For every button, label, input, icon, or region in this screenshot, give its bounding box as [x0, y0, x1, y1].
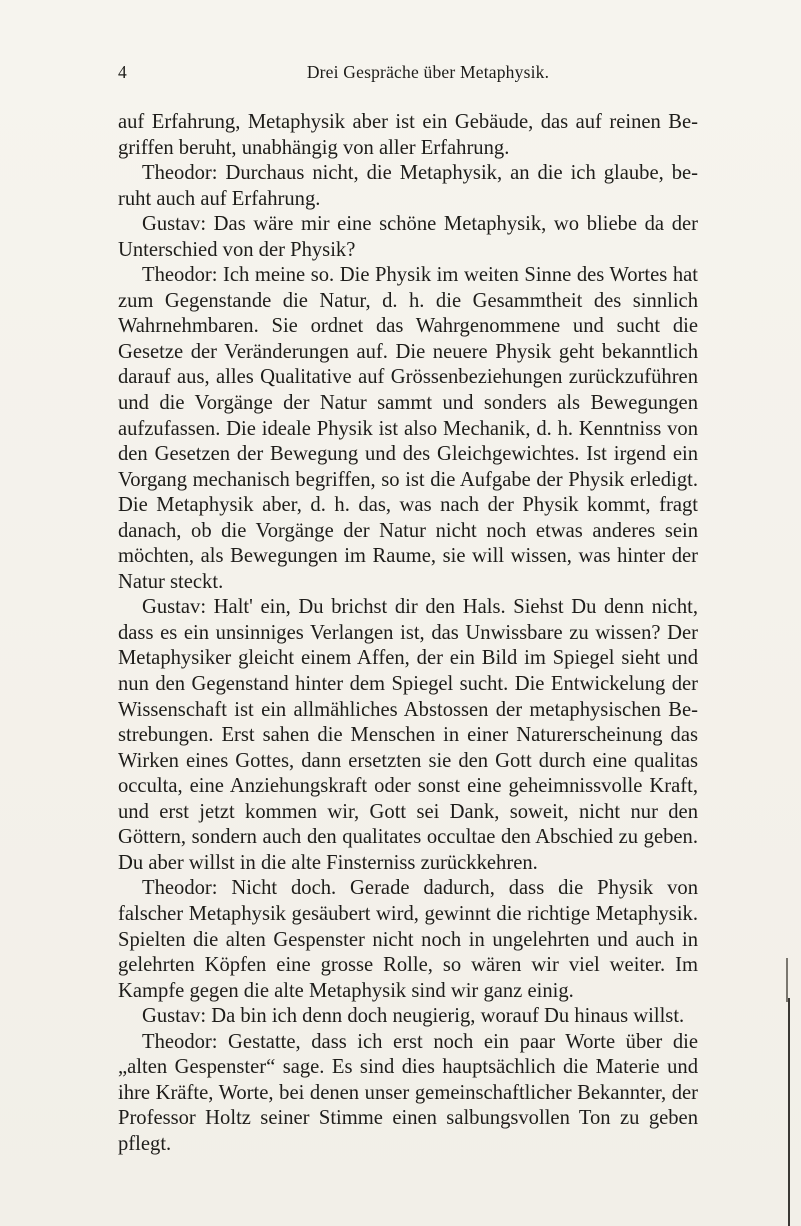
- running-title: Drei Gespräche über Metaphysik.: [306, 62, 550, 82]
- page-edge-mark: [786, 958, 788, 1002]
- body-text: [118, 110, 698, 1157]
- paragraph: auf Erfahrung, Metaphysik aber ist ein Gebäude, das auf reinen Be-griffen beruht, unabhängig von aller Erfahrung.: [118, 111, 698, 159]
- paragraph: Gustav: Halt' ein, Du brichst dir den Hals. Siehst Du denn nicht, dass es ein unsinniges Verlangen ist, das Unwissbare zu wissen? Der Metaphysiker gleicht einem Affen, der ein Bild im Spiegel sieht und nun den Gegenstand hinter dem Spiegel sucht. Die Entwickelung der Wissenschaft ist ein allmähliches Abstossen der metaphysischen Be-strebungen. Erst sahen die Menschen in einer Naturerscheinung das Wirken eines Gottes, dann ersetzten sie den Gott durch eine qualitas occulta, eine Anziehungskraft oder sonst eine geheimnissvolle Kraft, und erst jetzt kommen wir, Gott sei Dank, soweit, nicht nur den Göttern, sondern auch den qualitates occultae den Abschied zu geben. Du aber willst in die alte Finsterniss zurückkehren.: [118, 596, 698, 874]
- paragraph: Gustav: Da bin ich denn doch neugierig, worauf Du hinaus willst.: [142, 1005, 685, 1028]
- paragraph: Theodor: Gestatte, dass ich erst noch ein paar Worte über die „alten Gespenster“ sage. Es sind dies hauptsächlich die Materie und ihre Kräfte, Worte, bei denen unser gemeinschaftlicher Bekannter, der Professor Holtz seiner Stimme einen salbungsvollen Ton zu geben pflegt.: [118, 1030, 698, 1155]
- paragraph: Theodor: Durchaus nicht, die Metaphysik, an die ich glaube, be-ruht auch auf Erfahrung.: [118, 162, 698, 210]
- running-head: [118, 62, 698, 84]
- page-edge-line: [788, 998, 790, 1226]
- paragraph: Gustav: Das wäre mir eine schöne Metaphysik, wo bliebe da der Unterschied von der Physik?: [118, 213, 698, 261]
- page-number: 4: [118, 62, 127, 82]
- paragraph: Theodor: Nicht doch. Gerade dadurch, dass die Physik von falscher Metaphysik gesäubert wird, gewinnt die richtige Metaphysik. Spielten die alten Gespenster nicht noch in ungelehrten und auch in gelehrten Köpfen eine grosse Rolle, so wären wir viel weiter. Im Kampfe gegen die alte Metaphysik sind wir ganz einig.: [118, 877, 698, 1002]
- paragraph: Theodor: Ich meine so. Die Physik im weiten Sinne des Wortes hat zum Gegenstande die Natur, d. h. die Gesammtheit des sinnlich Wahrnehmbaren. Sie ordnet das Wahrgenommene und sucht die Gesetze der Veränderungen auf. Die neuere Physik geht bekanntlich darauf aus, alles Qualitative auf Grössenbeziehungen zurückzuführen und die Vorgänge der Natur sammt und sonders als Bewegungen aufzufassen. Die ideale Physik ist also Mechanik, d. h. Kenntniss von den Gesetzen der Bewegung und des Gleichgewichtes. Ist irgend ein Vorgang mechanisch begriffen, so ist die Aufgabe der Physik erledigt. Die Metaphysik aber, d. h. das, was nach der Physik kommt, fragt danach, ob die Vorgänge der Natur nicht noch etwas anderes sein möchten, als Bewegungen im Raume, sie will wissen, was hinter der Natur steckt.: [118, 264, 698, 593]
